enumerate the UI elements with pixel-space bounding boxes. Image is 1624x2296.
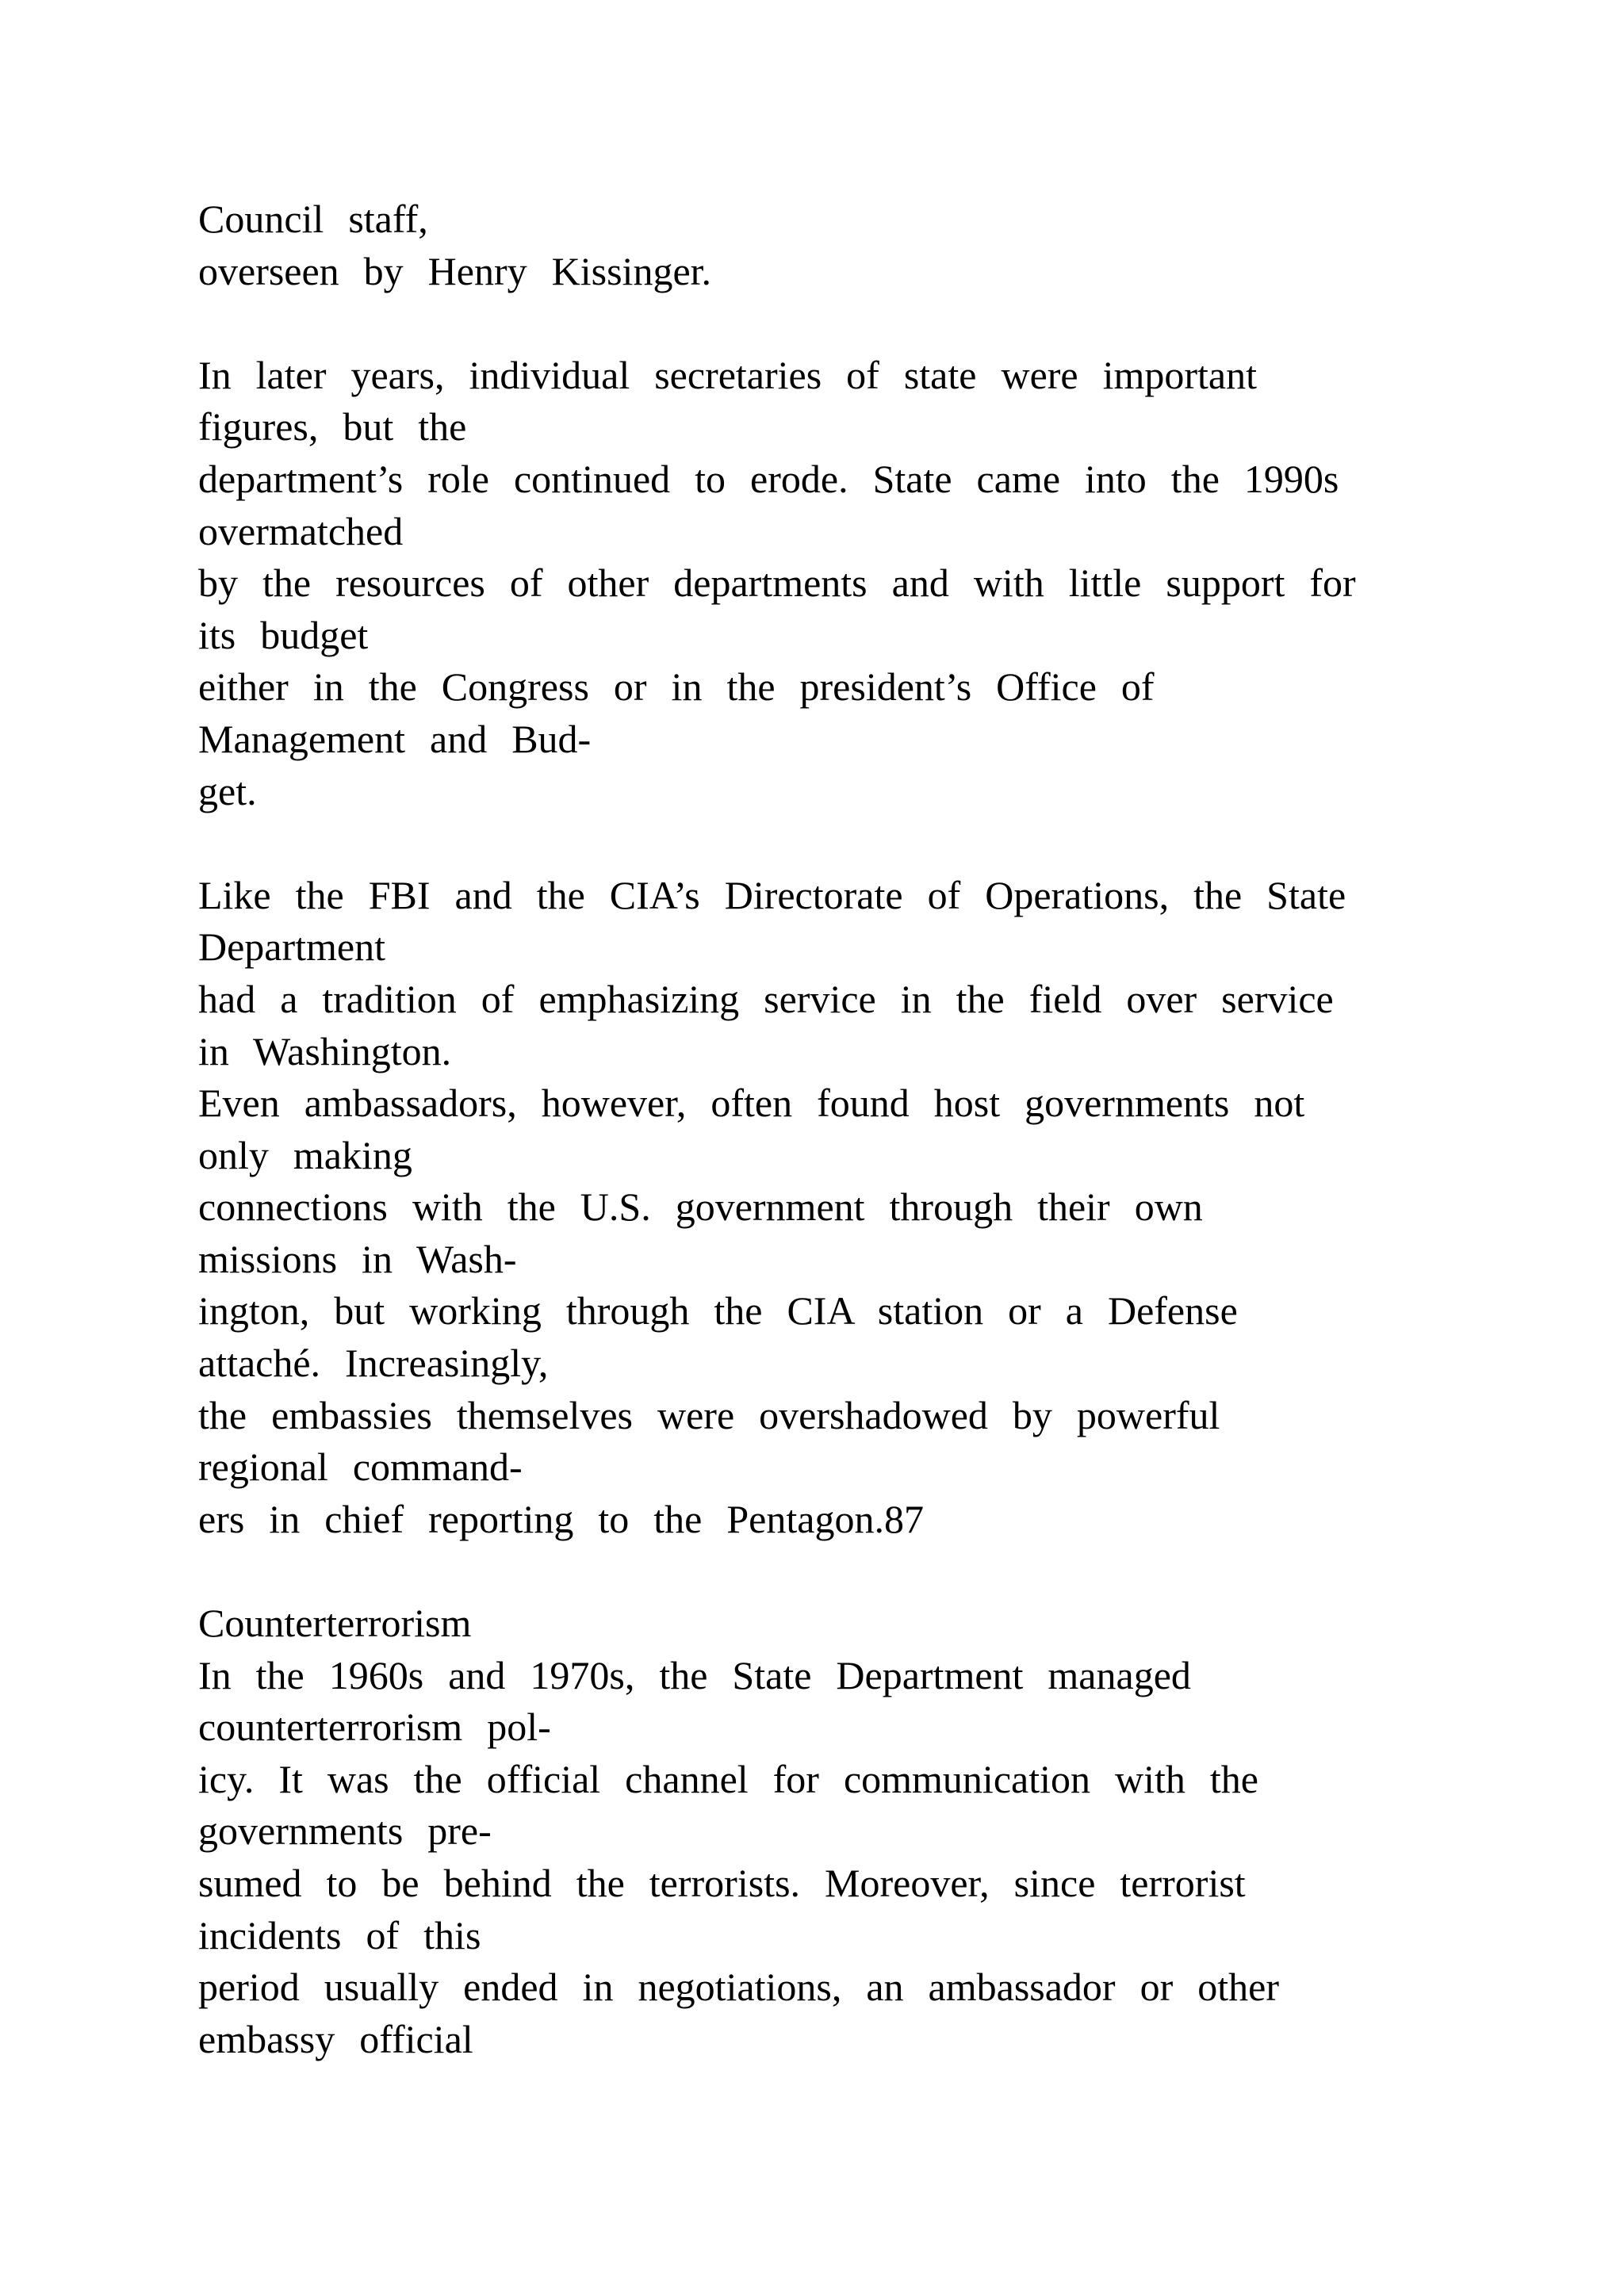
text-line: figures, but the [198, 404, 467, 450]
text-line: regional command- [198, 1445, 523, 1490]
paragraph-spacer [198, 817, 1499, 870]
text-line: In the 1960s and 1970s, the State Department managed [198, 1652, 1191, 1697]
text-line: attaché. Increasingly, [198, 1341, 549, 1386]
text-line: incidents of this [198, 1912, 481, 1957]
text-line: governments pre- [198, 1808, 492, 1854]
paragraph [198, 350, 1499, 817]
text-line: Department [198, 924, 386, 970]
section-paragraph-counterterrorism [198, 1598, 1499, 2065]
text-line: Like the FBI and the CIA’s Directorate of Operations, the State [198, 872, 1346, 917]
text-line: by the resources of other departments and with little support for [198, 561, 1356, 606]
text-line: either in the Congress or in the president’s Office of [198, 664, 1155, 710]
text-line: period usually ended in negotiations, an ambassador or other [198, 1965, 1279, 2010]
paragraph [198, 193, 1499, 297]
text-line: embassy official [198, 2016, 473, 2061]
text-line: overseen by Henry Kissinger. [198, 248, 712, 293]
text-line: get. [198, 768, 257, 813]
text-line: Management and Bud- [198, 716, 592, 761]
text-line: connections with the U.S. government through their own [198, 1184, 1203, 1230]
text-line: missions in Wash- [198, 1236, 517, 1281]
paragraph-spacer [198, 297, 1499, 350]
text-line: counterterrorism pol- [198, 1705, 551, 1750]
text-line: in Washington. [198, 1028, 452, 1073]
text-line: Even ambassadors, however, often found host governments not [198, 1081, 1305, 1126]
text-line: ers in chief reporting to the Pentagon.87 [198, 1496, 924, 1541]
text-line: only making [198, 1132, 412, 1177]
text-line: icy. It was the official channel for communication with the [198, 1756, 1258, 1801]
section-heading: Counterterrorism [198, 1601, 472, 1646]
paragraph [198, 870, 1499, 1546]
text-line: department’s role continued to erode. State came into the 1990s [198, 456, 1339, 501]
text-line: Council staff, [198, 197, 428, 241]
body-text [198, 193, 1499, 2065]
text-line: overmatched [198, 508, 404, 553]
text-line: the embassies themselves were overshadowed by powerful [198, 1392, 1220, 1437]
text-line: In later years, individual secretaries of state were important [198, 352, 1258, 397]
text-line: its budget [198, 612, 369, 657]
text-line: had a tradition of emphasizing service in the field over service [198, 976, 1334, 1021]
text-line: ington, but working through the CIA station or a Defense [198, 1288, 1238, 1334]
text-line: sumed to be behind the terrorists. Moreover, since terrorist [198, 1861, 1246, 1905]
paragraph-spacer [198, 1545, 1499, 1598]
